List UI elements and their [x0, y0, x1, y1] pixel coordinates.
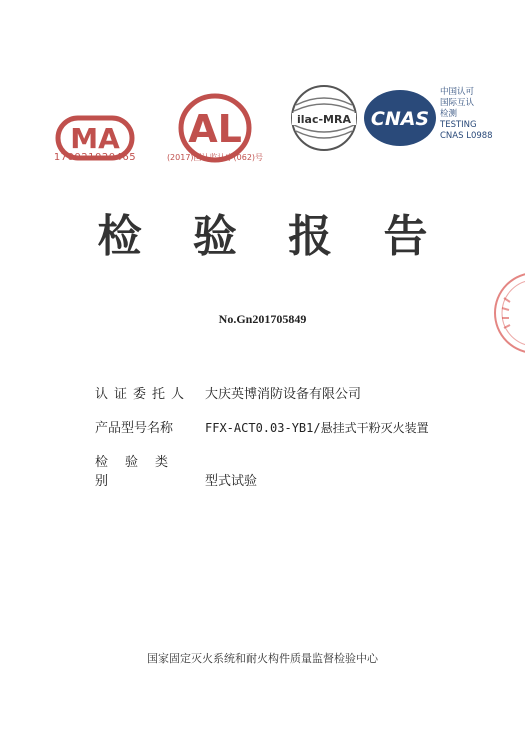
cnas-side-text: 中国认可 国际互认 检测 TESTING CNAS L0988 — [440, 87, 493, 141]
field-value: FFX-ACT0.03-YB1/悬挂式干粉灭火装置 — [205, 421, 429, 435]
seal-stamp-icon — [490, 268, 525, 358]
field-label: 产品型号名称 — [95, 421, 174, 436]
report-number: No.Gn201705849 — [218, 312, 307, 326]
issuing-organization: 国家固定灭火系统和耐火构件质量监督检验中心 — [147, 652, 378, 665]
cal-number: (2017)国认监认字(062)号 — [166, 153, 264, 162]
svg-text:MA: MA — [70, 122, 120, 155]
field-label: 认证委托人 — [95, 387, 191, 402]
field-value: 大庆英博消防设备有限公司 — [205, 387, 362, 402]
cma-number: 170021020465 — [53, 152, 137, 163]
cnas-logo-icon — [362, 87, 438, 149]
field-row-client — [95, 383, 361, 402]
svg-text:ilac-MRA: ilac-MRA — [297, 113, 351, 126]
ilac-mra-logo-icon — [288, 83, 360, 153]
field-value: 型式试验 — [205, 474, 258, 489]
svg-text:CNAS: CNAS — [370, 108, 430, 130]
svg-text:AL: AL — [188, 107, 242, 151]
field-label: 检验类别 — [95, 455, 186, 489]
report-title: 检 验 报 告 — [97, 211, 446, 262]
field-row-product — [95, 417, 429, 436]
field-row-inspection-type — [95, 451, 257, 489]
